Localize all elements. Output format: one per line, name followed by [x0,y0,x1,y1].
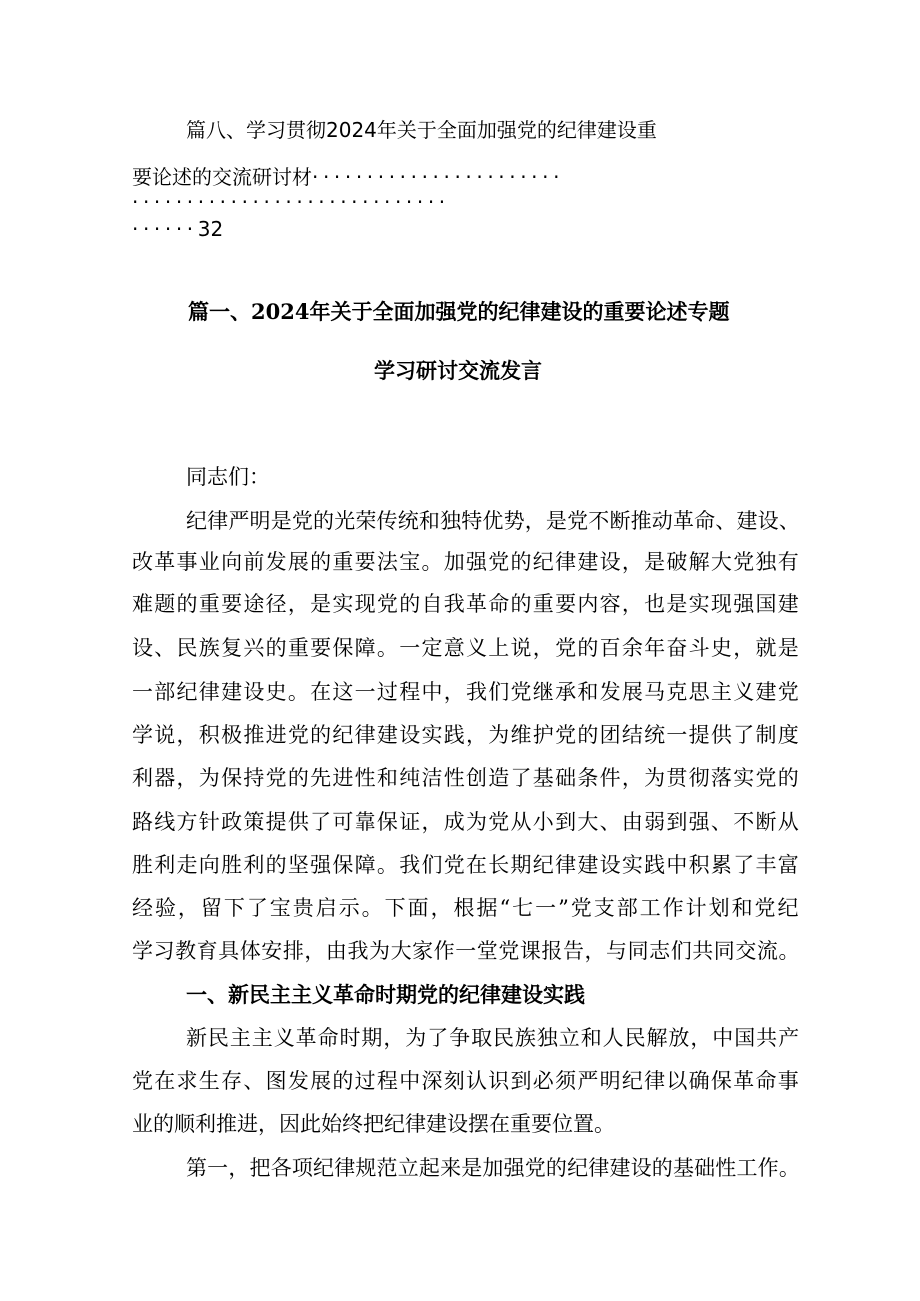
toc-page-number: 32 [197,217,224,241]
paragraph-line: 第一，把各项纪律规范立起来是加强党的纪律建设的基础性工作。 [186,1156,800,1180]
toc-leader-dots: ······ [132,217,198,241]
paragraph-line: 新民主主义革命时期，为了争取民族独立和人民解放，中国共产 [186,1026,800,1050]
toc-leader-line [132,217,223,241]
article-title-line: 篇一、2024年关于全面加强党的纪律建设的重要论述专题 [188,299,730,324]
paragraph-line: 利器，为保持党的先进性和纯洁性创造了基础条件，为贯彻落实党的 [132,766,800,790]
paragraph-line: 学习教育具体安排，由我为大家作一堂党课报告，与同志们共同交流。 [132,939,800,963]
toc-leader-dots: ····························· [132,190,450,214]
paragraph-line: 设、民族复兴的重要保障。一定意义上说，党的百余年奋斗史，就是 [132,636,800,660]
paragraph-line: 一部纪律建设史。在这一过程中，我们党继承和发展马克思主义建党 [132,680,800,704]
paragraph-line: 纪律严明是党的光荣传统和独特优势，是党不断推动革命、建设、 [186,509,800,533]
paragraph-line: 学说，积极推进党的纪律建设实践，为维护党的团结统一提供了制度 [132,723,800,747]
paragraph-line: 难题的重要途径，是实现党的自我革命的重要内容，也是实现强国建 [132,592,800,616]
toc-leader-line [132,190,450,214]
toc-entry-line: 篇八、学习贯彻2024年关于全面加强党的纪律建设重 [186,118,657,142]
paragraph-line: 改革事业向前发展的重要法宝。加强党的纪律建设，是破解大党独有 [132,550,800,574]
paragraph-line: 党在求生存、图发展的过程中深刻认识到必须严明纪律以确保革命事 [132,1069,800,1093]
paragraph-line: 业的顺利推进，因此始终把纪律建设摆在重要位置。 [132,1112,615,1136]
toc-entry-line [132,161,564,190]
toc-leader-dots: ······················· [312,165,565,189]
paragraph-line: 胜利走向胜利的坚强保障。我们党在长期纪律建设实践中积累了丰富 [132,853,800,877]
article-title-line: 学习研讨交流发言 [374,358,542,383]
toc-entry-text: 要论述的交流研讨材 [132,165,312,189]
paragraph-line: 经验，留下了宝贵启示。下面，根据“七一”党支部工作计划和党纪 [132,896,801,920]
section-heading: 一、新民主主义革命时期党的纪律建设实践 [186,982,585,1007]
paragraph-line: 路线方针政策提供了可靠保证，成为党从小到大、由弱到强、不断从 [132,810,800,834]
salutation: 同志们： [186,465,270,489]
